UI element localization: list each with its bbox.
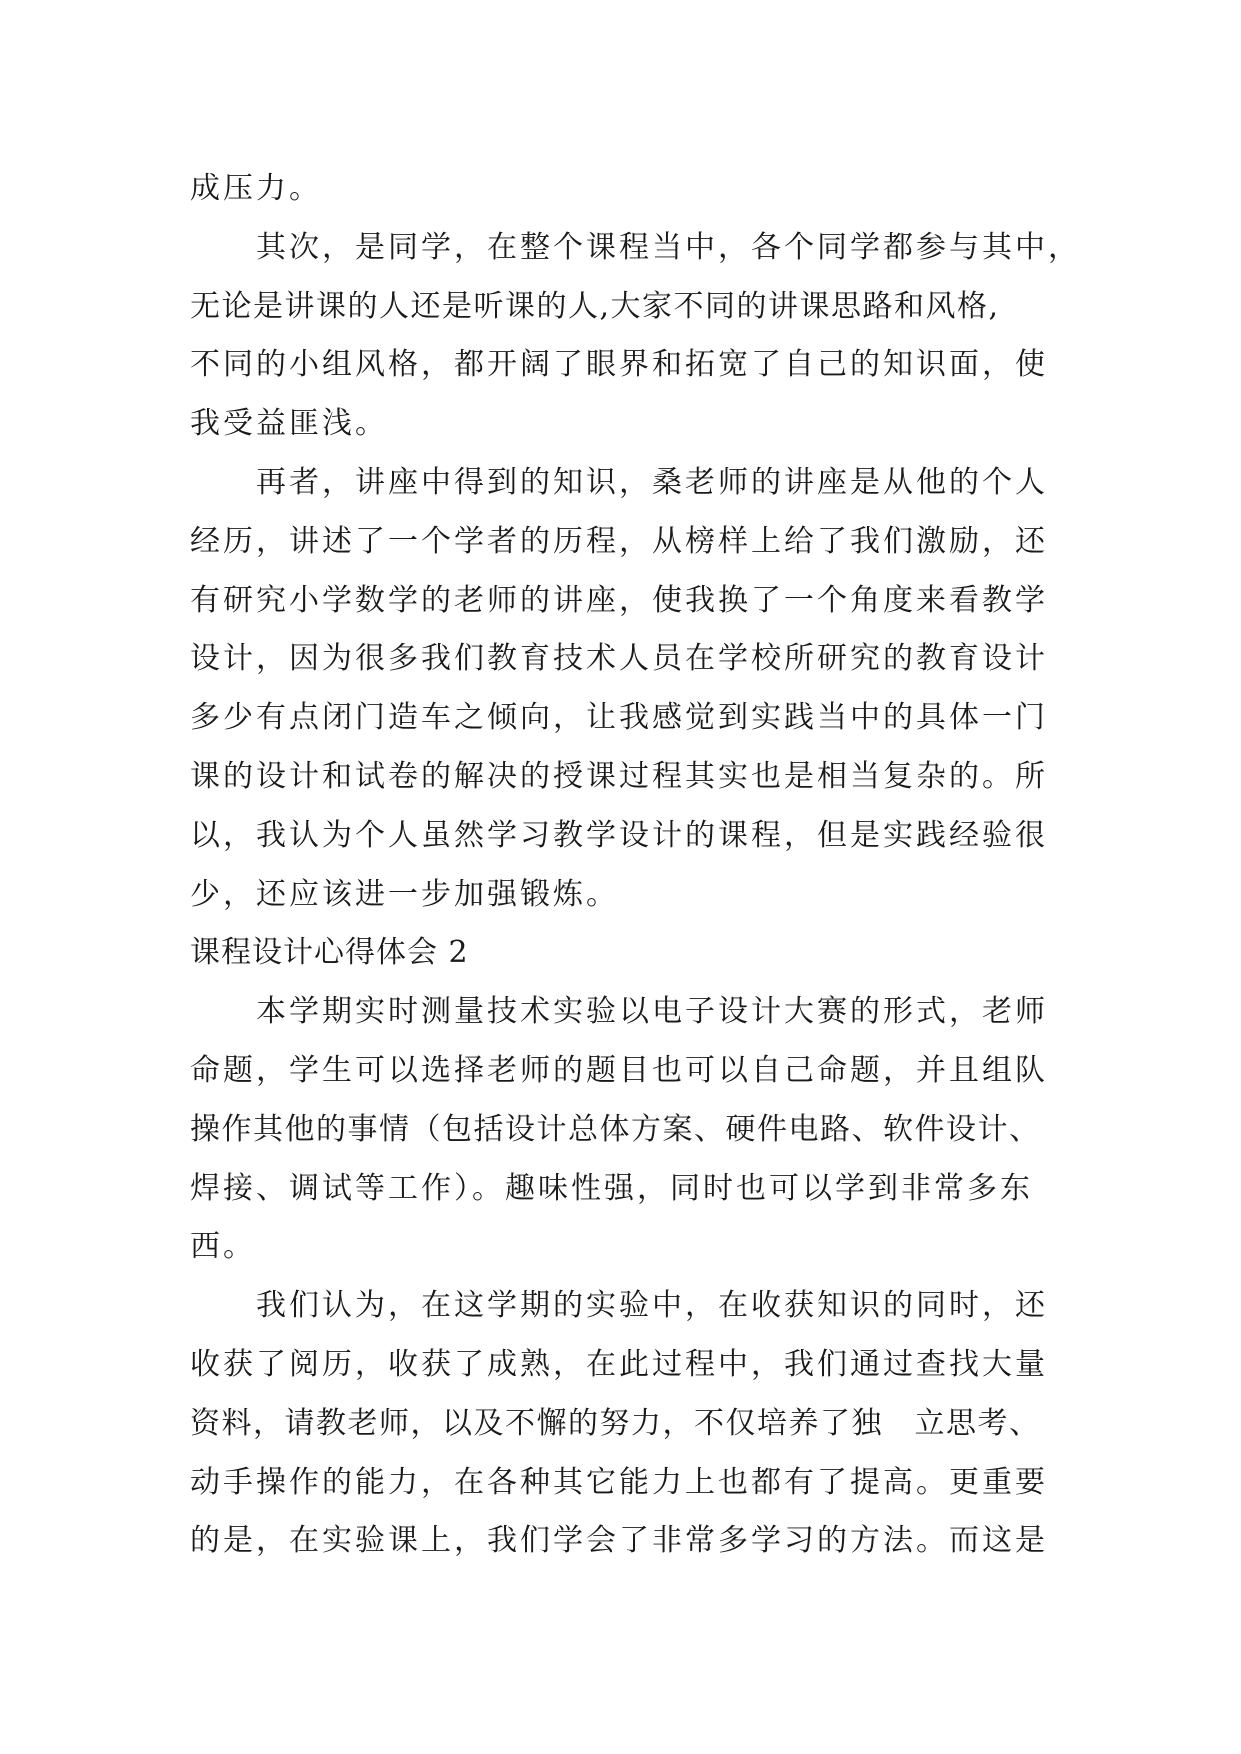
text-line: 资料，请教老师，以及不懈的努力，不仅培养了独 立思考、 <box>190 1405 1041 1441</box>
paragraph-start: 我们认为，在这学期的实验中，在收获知识的同时，还 <box>256 1288 1048 1324</box>
text-line: 的是，在实验课上，我们学会了非常多学习的方法。而这是 <box>190 1523 1048 1559</box>
text-line: 收获了阅历，收获了成熟，在此过程中，我们通过查找大量 <box>190 1346 1048 1382</box>
document-body <box>190 160 1081 1571</box>
text-line: 操作其他的事情（包括设计总体方案、硬件电路、软件设计、 <box>190 1111 1041 1147</box>
text-line: 不同的小组风格，都开阔了眼界和拓宽了自己的知识面，使 <box>190 347 1048 383</box>
text-line: 命题，学生可以选择老师的题目也可以自己命题，并且组队 <box>190 1052 1048 1088</box>
text-line: 西。 <box>190 1229 256 1265</box>
text-line: 动手操作的能力，在各种其它能力上也都有了提高。更重要 <box>190 1464 1048 1500</box>
text-line: 设计，因为很多我们教育技术人员在学校所研究的教育设计 <box>190 641 1048 677</box>
text-line: 我受益匪浅。 <box>190 406 388 442</box>
section-heading: 课程设计心得体会 2 <box>190 935 469 971</box>
text-line: 以，我认为个人虽然学习教学设计的课程，但是实践经验很 <box>190 817 1048 853</box>
paragraph-start: 本学期实时测量技术实验以电子设计大赛的形式，老师 <box>256 994 1048 1030</box>
text-line: 少，还应该进一步加强锻炼。 <box>190 876 619 912</box>
paragraph-start: 其次，是同学，在整个课程当中，各个同学都参与其中， <box>256 229 1081 265</box>
text-line: 有研究小学数学的老师的讲座，使我换了一个角度来看教学 <box>190 582 1048 618</box>
text-line: 焊接、调试等工作）。趣味性强，同时也可以学到非常多东 <box>190 1170 1033 1206</box>
paragraph-start: 再者，讲座中得到的知识，桑老师的讲座是从他的个人 <box>256 464 1048 500</box>
text-line: 经历，讲述了一个学者的历程，从榜样上给了我们激励，还 <box>190 523 1048 559</box>
text-line: 多少有点闭门造车之倾向，让我感觉到实践当中的具体一门 <box>190 700 1048 736</box>
text-line: 无论是讲课的人还是听课的人,大家不同的讲课思路和风格, <box>190 288 1000 324</box>
text-line: 课的设计和试卷的解决的授课过程其实也是相当复杂的。所 <box>190 758 1048 794</box>
text-line: 成压力。 <box>190 171 322 206</box>
